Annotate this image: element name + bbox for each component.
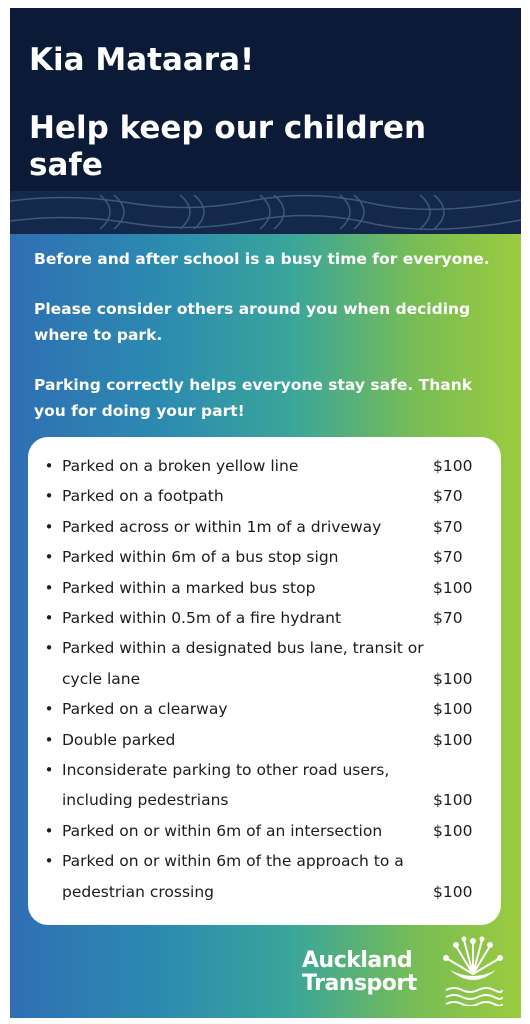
- fine-amount: $100: [433, 882, 473, 901]
- fines-list: [36, 451, 491, 907]
- decorative-wave-stripe: [10, 191, 521, 234]
- fine-offence: Parked on a footpath: [62, 487, 224, 506]
- fine-offence: Inconsiderate parking to other road users, including pedestrians: [62, 761, 390, 810]
- fine-amount: $70: [433, 548, 463, 567]
- fine-item: [36, 725, 491, 755]
- fine-amount: $70: [433, 487, 463, 506]
- fine-offence: Parked within 6m of a bus stop sign: [62, 548, 339, 567]
- fine-item: [36, 755, 491, 816]
- logo-wordmark-line2: Transport: [302, 971, 417, 996]
- fine-item: [36, 512, 491, 542]
- fine-offence: Parked on or within 6m of the approach to a pedestrian crossing: [62, 852, 404, 901]
- fine-offence: Parked on a broken yellow line: [62, 457, 299, 475]
- bullet-icon: •: [44, 821, 54, 840]
- fine-item: [36, 603, 491, 633]
- bullet-icon: •: [44, 730, 54, 749]
- header-panel: [10, 8, 521, 234]
- bullet-icon: •: [44, 609, 54, 628]
- fine-offence: Parked within a designated bus lane, transit or cycle lane: [62, 639, 424, 688]
- fine-offence: Parked within 0.5m of a fire hydrant: [62, 609, 342, 628]
- fine-offence: Parked on or within 6m of an intersection: [62, 821, 383, 840]
- fine-item: [36, 633, 491, 694]
- fine-amount: $70: [433, 517, 463, 536]
- intro-busy-time: Before and after school is a busy time for everyone.: [34, 250, 490, 268]
- pohutukawa-flower-icon: [442, 934, 504, 1006]
- bullet-icon: •: [44, 578, 54, 597]
- fine-item: [36, 451, 491, 481]
- bullet-icon: •: [44, 639, 54, 658]
- fine-offence: Parked within a marked bus stop: [62, 578, 316, 597]
- fine-amount: $100: [433, 578, 473, 597]
- fine-amount: $100: [433, 791, 473, 810]
- bullet-icon: •: [44, 548, 54, 567]
- headline-greeting: Kia Mataara!: [29, 42, 255, 78]
- fine-offence: Parked on a clearway: [62, 700, 228, 719]
- fine-offence: Double parked: [62, 730, 176, 749]
- fine-amount: $100: [433, 730, 473, 749]
- bullet-icon: •: [44, 852, 54, 871]
- bullet-icon: •: [44, 517, 54, 536]
- bullet-icon: •: [44, 487, 54, 506]
- auckland-transport-logo: [300, 934, 510, 1006]
- fine-amount: $100: [433, 700, 473, 719]
- fine-amount: $70: [433, 609, 463, 628]
- fines-card: [28, 437, 501, 925]
- fine-amount: $100: [433, 669, 473, 688]
- poster: [10, 8, 521, 1018]
- fine-offence: Parked across or within 1m of a driveway: [62, 517, 382, 536]
- bullet-icon: •: [44, 700, 54, 719]
- fine-item: [36, 542, 491, 572]
- fine-amount: $100: [433, 821, 473, 840]
- bullet-icon: •: [44, 457, 54, 475]
- fine-amount: $100: [433, 457, 473, 475]
- intro-consider-others: Please consider others around you when deciding where to park.: [34, 300, 471, 344]
- fine-item: [36, 694, 491, 724]
- fine-item: [36, 481, 491, 511]
- headline-message: Help keep our children safe: [29, 110, 427, 183]
- fine-item: [36, 573, 491, 603]
- bullet-icon: •: [44, 761, 54, 780]
- intro-park-correctly: Parking correctly helps everyone stay safe. Thank you for doing your part!: [34, 376, 473, 420]
- logo-wordmark-line1: Auckland: [302, 948, 413, 973]
- fine-item: [36, 846, 491, 907]
- fine-item: [36, 816, 491, 846]
